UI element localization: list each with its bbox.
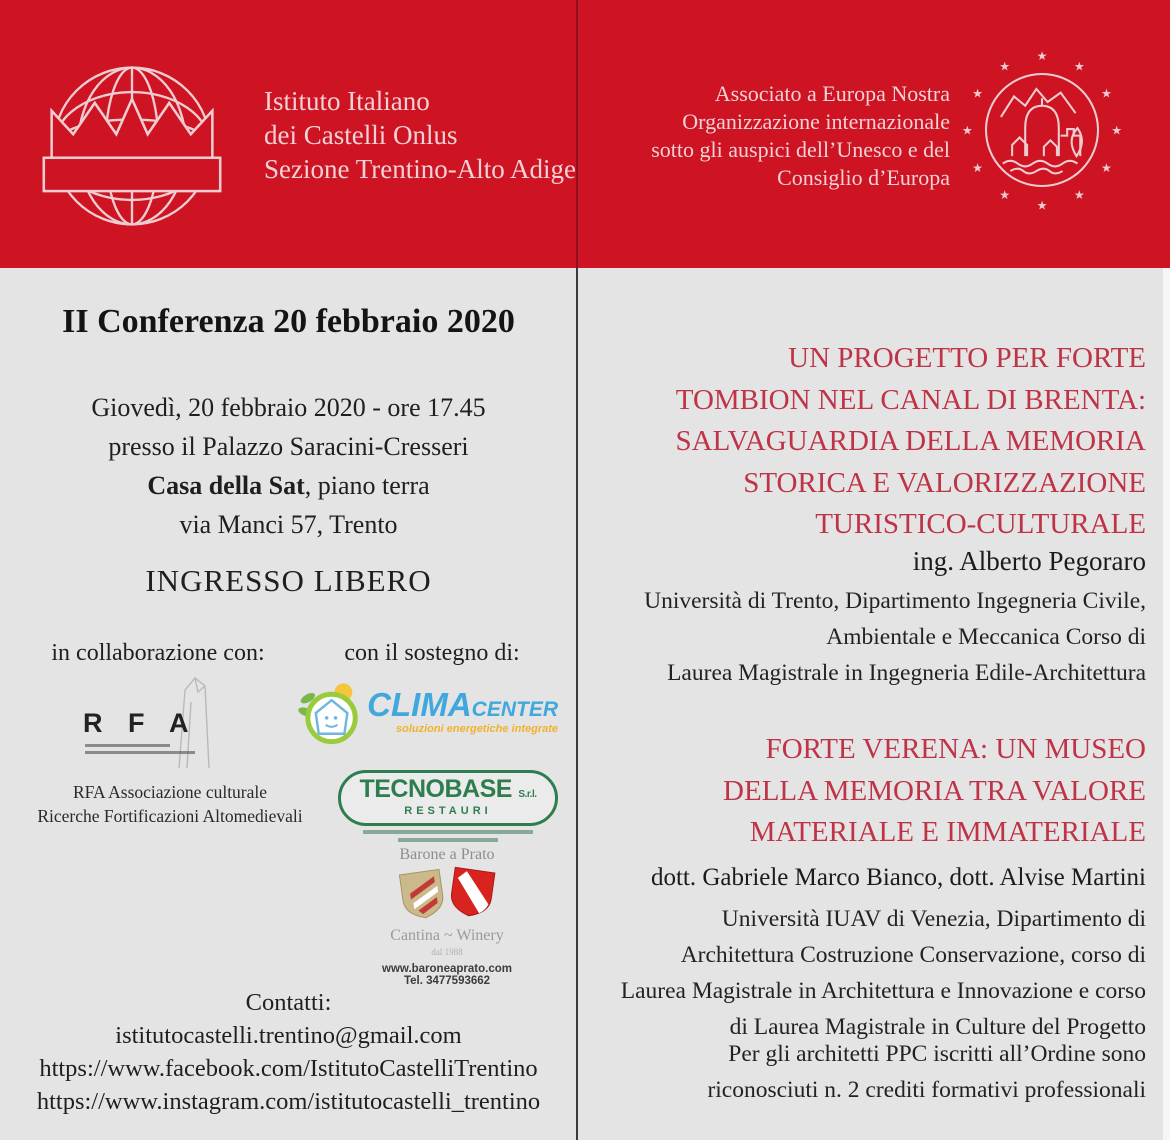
conference-title: II Conferenza 20 febbraio 2020: [62, 303, 515, 340]
svg-text:★: ★: [1036, 198, 1048, 213]
assoc-line4: Consiglio d’Europa: [777, 165, 950, 190]
talk1-affiliation-line1: Università di Trento, Dipartimento Ingegneria Civile,: [644, 588, 1146, 614]
talk2-title-line1: FORTE VERENA: UN MUSEO: [765, 733, 1146, 765]
contact-instagram-url: https://www.instagram.com/istitutocastelli_trentino: [36, 1088, 541, 1115]
contacts-block: [0, 986, 577, 1118]
rfa-logo: [55, 672, 265, 772]
climacenter-wordmark: [367, 688, 558, 735]
rfa-microtext-line1: [85, 744, 170, 747]
contact-email: istitutocastelli.trentino@gmail.com: [115, 1022, 462, 1049]
svg-text:★: ★: [1111, 123, 1123, 138]
talk2-title-line2: DELLA MEMORIA TRA VALORE: [723, 774, 1146, 807]
talk2-affiliation-line2: Architettura Costruzione Conservazione, corso di: [680, 942, 1146, 968]
free-entry-label: INGRESSO LIBERO: [145, 563, 432, 598]
event-date: Giovedì, 20 febbraio 2020 - ore 17.45: [91, 393, 486, 422]
assoc-line3: sotto gli auspici dell’Unesco e del: [651, 137, 950, 162]
support-label: con il sostegno di:: [344, 640, 520, 666]
talk1-title-line2: TOMBION NEL CANAL DI BRENTA:: [675, 383, 1146, 416]
org-name-line3: Sezione Trentino-Alto Adige: [264, 154, 576, 184]
europa-nostra-logo-icon: [958, 46, 1126, 214]
talk1-speaker: ing. Alberto Pegoraro: [912, 546, 1146, 576]
tecnobase-name: TECNOBASE S.r.l.: [359, 775, 537, 803]
barone-a-prato-logo: [352, 846, 542, 987]
svg-text:★: ★: [1100, 86, 1112, 101]
clima-text: CLIMA: [367, 686, 472, 723]
contact-facebook-url: https://www.facebook.com/IstitutoCastelliTrentino: [39, 1055, 538, 1082]
venue-floor: , piano terra: [304, 471, 430, 500]
svg-text:★: ★: [1073, 59, 1085, 74]
tecnobase-microtext-line2: [398, 838, 498, 842]
event-venue: presso il Palazzo Saracini-Cresseri: [108, 432, 469, 461]
event-details: [0, 388, 577, 544]
talk2-affiliation-line4: di Laurea Magistrale in Culture del Progetto: [729, 1014, 1146, 1040]
talk1-title: [584, 338, 1146, 546]
org-name-line2: dei Castelli Onlus: [264, 120, 458, 150]
svg-text:★: ★: [1073, 188, 1085, 203]
credits-line2: riconosciuti n. 2 crediti formativi professionali: [707, 1077, 1146, 1103]
barone-title: Barone a Prato: [399, 846, 495, 863]
svg-text:★: ★: [972, 161, 984, 175]
svg-text:★: ★: [999, 59, 1011, 74]
talk1-title-line1: UN PROGETTO PER FORTE: [788, 342, 1146, 374]
svg-text:★: ★: [1100, 161, 1112, 175]
barone-subtitle: Cantina ~ Winery: [390, 927, 504, 944]
event-address: via Manci 57, Trento: [179, 510, 398, 539]
credits-line1: Per gli architetti PPC iscritti all’Ordine sono: [728, 1041, 1146, 1067]
rfa-caption-line1: RFA Associazione culturale: [72, 782, 268, 802]
tecnobase-logo: [338, 770, 558, 842]
castelli-globe-crown-icon: [34, 48, 230, 244]
assoc-line2: Organizzazione internazionale: [682, 109, 950, 134]
center-text: CENTER: [471, 698, 558, 721]
barone-phone: Tel. 3477593662: [403, 975, 491, 987]
tecnobase-restauri: RESTAURI: [404, 805, 492, 817]
assoc-line1: Associato a Europa Nostra: [714, 81, 950, 106]
talk2-affiliation-line1: Università IUAV di Venezia, Dipartimento di: [721, 906, 1146, 932]
europa-nostra-association-text: [580, 80, 950, 192]
talk2-speaker: dott. Gabriele Marco Bianco, dott. Alvise Martini: [650, 864, 1146, 891]
climacenter-logo: [298, 680, 558, 746]
barone-shields-icon: [392, 866, 502, 920]
collaboration-label: in collaborazione con:: [51, 640, 265, 666]
svg-text:★: ★: [972, 86, 984, 101]
panel-divider: [576, 0, 578, 1140]
talk1-affiliation: [584, 583, 1146, 691]
climacenter-house-icon: [298, 680, 363, 746]
talk1-affiliation-line2: Ambientale e Meccanica Corso di: [826, 624, 1146, 650]
barone-website: www.baroneaprato.com: [382, 963, 512, 975]
top-banner: [0, 0, 1170, 268]
svg-text:★: ★: [961, 123, 973, 138]
tecnobase-frame: [338, 770, 558, 826]
professional-credits: [584, 1036, 1146, 1108]
talk2-title-line3: MATERIALE E IMMATERIALE: [749, 816, 1146, 848]
talk1-affiliation-line3: Laurea Magistrale in Ingegneria Edile-Architettura: [667, 660, 1146, 686]
climacenter-tagline: soluzioni energetiche integrate: [396, 723, 558, 735]
right-edge-margin: [1163, 268, 1170, 1140]
rfa-letters: R F A: [83, 708, 198, 738]
rfa-caption-line2: Ricerche Fortificazioni Altomedievali: [37, 806, 303, 826]
svg-text:★: ★: [1036, 49, 1048, 63]
tecnobase-suffix: S.r.l.: [518, 789, 537, 800]
tecnobase-microtext-line1: [363, 830, 533, 834]
event-building: [0, 466, 577, 505]
talk1-title-line5: TURISTICO-CULTURALE: [815, 508, 1146, 540]
talk2-title: [584, 729, 1146, 854]
talk2-affiliation-line3: Laurea Magistrale in Architettura e Innovazione e corso: [620, 978, 1146, 1004]
talk1-title-line4: STORICA E VALORIZZAZIONE: [743, 466, 1146, 499]
contacts-label: Contatti:: [245, 989, 332, 1016]
barone-since: dal 1988: [431, 947, 463, 957]
talk1-title-line3: SALVAGUARDIA DELLA MEMORIA: [675, 425, 1146, 457]
svg-text:★: ★: [999, 188, 1011, 203]
talk2-affiliation: [584, 901, 1146, 1045]
venue-name-bold: Casa della Sat: [147, 471, 305, 500]
rfa-caption: [10, 780, 330, 828]
rfa-microtext-line2: [85, 751, 195, 754]
org-name-line1: Istituto Italiano: [264, 86, 430, 116]
org-name: [264, 84, 576, 186]
